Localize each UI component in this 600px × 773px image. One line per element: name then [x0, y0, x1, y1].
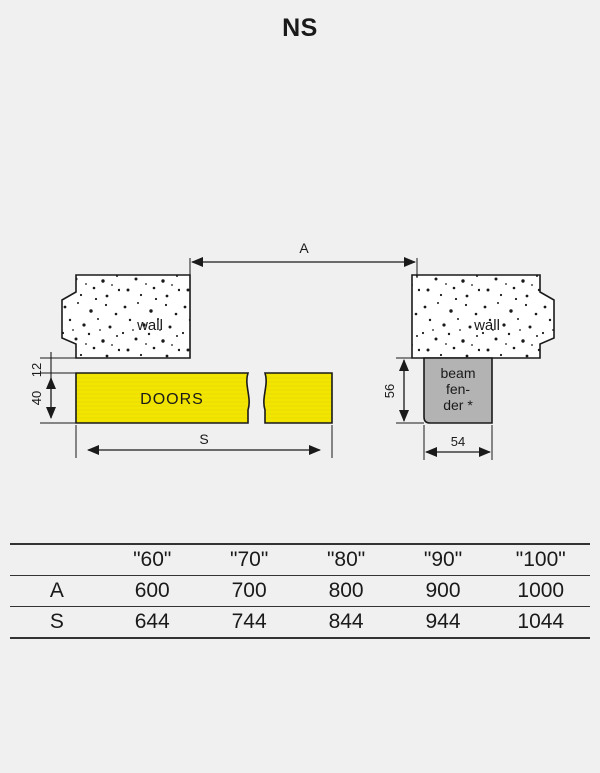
cell-A-90: 900 [395, 576, 492, 607]
beam-fender-label-line1: beam [440, 365, 476, 381]
wall-label-right: wall [474, 317, 500, 334]
dimension-S-label: S [199, 431, 209, 447]
cell-S-80: 844 [298, 607, 395, 639]
header-cell-60: "60" [104, 544, 201, 576]
cell-S-90: 944 [395, 607, 492, 639]
cell-A-60: 600 [104, 576, 201, 607]
dimension-A [190, 240, 417, 278]
header-cell-80: "80" [298, 544, 395, 576]
doors-label: DOORS [140, 391, 204, 408]
wall-label-left: wall [137, 317, 163, 334]
dimension-S [76, 425, 332, 458]
spec-table [10, 543, 590, 639]
dimension-12-label: 12 [29, 362, 44, 378]
row-label-A: A [10, 576, 104, 607]
cell-S-60: 644 [104, 607, 201, 639]
dimension-A-label: A [299, 240, 309, 256]
beam-fender-label-line2: fen- [445, 381, 471, 397]
dimension-54 [424, 425, 492, 460]
dimension-56-label: 56 [382, 383, 397, 399]
dimension-40-label: 40 [29, 390, 44, 406]
dimension-12 [29, 352, 78, 379]
left-wall-shape [62, 275, 190, 358]
cell-A-80: 800 [298, 576, 395, 607]
beam-fender-label-line3: der * [443, 397, 473, 413]
page-title: NS [282, 14, 318, 42]
table-row [10, 576, 590, 607]
header-cell-90: "90" [395, 544, 492, 576]
dimension-40 [29, 378, 78, 423]
dimension-56 [382, 358, 424, 423]
table-row [10, 607, 590, 639]
table-header-row [10, 544, 590, 576]
cell-A-70: 700 [201, 576, 298, 607]
cell-A-100: 1000 [492, 576, 591, 607]
cell-S-70: 744 [201, 607, 298, 639]
header-cell-100: "100" [492, 544, 591, 576]
doors-panel [76, 373, 332, 423]
dimension-54-label: 54 [450, 434, 466, 449]
header-cell-70: "70" [201, 544, 298, 576]
header-cell-blank [10, 544, 104, 576]
row-label-S: S [10, 607, 104, 639]
cell-S-100: 1044 [492, 607, 591, 639]
